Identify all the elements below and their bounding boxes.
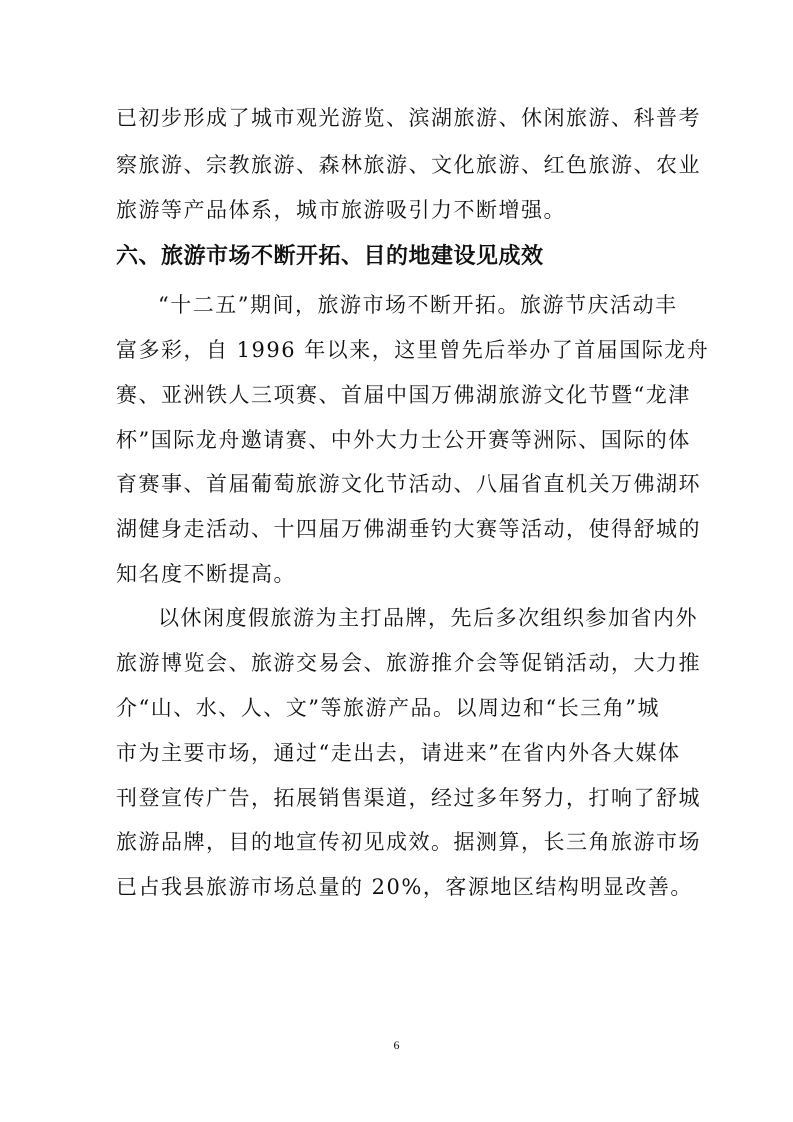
text-line: 杯”国际龙舟邀请赛、中外大力士公开赛等洲际、国际的体 xyxy=(116,428,691,452)
text-line: 介“山、水、人、文”等旅游产品。以周边和“长三角”城 xyxy=(116,696,660,720)
text-line: 已初步形成了城市观光游览、滨湖旅游、休闲旅游、科普考 xyxy=(116,106,701,130)
text-line: 旅游等产品体系，城市旅游吸引力不断增强。 xyxy=(116,198,566,222)
text-line: 以休闲度假旅游为主打品牌，先后多次组织参加省内外 xyxy=(158,606,698,630)
text-line: 赛、亚洲铁人三项赛、首届中国万佛湖旅游文化节暨“龙津 xyxy=(116,383,691,407)
text-line: 刊登宣传广告，拓展销售渠道，经过多年努力，打响了舒城 xyxy=(116,786,701,810)
text-line: 已占我县旅游市场总量的 20%，客源地区结构明显改善。 xyxy=(116,875,693,899)
text-line: 富多彩，自 1996 年以来，这里曾先后举办了首届国际龙舟 xyxy=(116,338,710,362)
text-line: “十二五”期间，旅游市场不断开拓。旅游节庆活动丰 xyxy=(158,293,678,317)
text-line: 知名度不断提高。 xyxy=(116,562,296,586)
page-number: 6 xyxy=(393,1038,400,1052)
text-line: 旅游博览会、旅游交易会、旅游推介会等促销活动，大力推 xyxy=(116,651,701,675)
text-line: 市为主要市场，通过“走出去，请进来”在省内外各大媒体 xyxy=(116,741,681,765)
section-heading: 六、旅游市场不断开拓、目的地建设见成效 xyxy=(116,244,544,269)
text-line: 湖健身走活动、十四届万佛湖垂钓大赛等活动，使得舒城的 xyxy=(116,517,701,541)
text-line: 旅游品牌，目的地宣传初见成效。据测算，长三角旅游市场 xyxy=(116,830,701,854)
text-line: 育赛事、首届葡萄旅游文化节活动、八届省直机关万佛湖环 xyxy=(116,472,701,496)
text-line: 察旅游、宗教旅游、森林旅游、文化旅游、红色旅游、农业 xyxy=(116,153,701,177)
